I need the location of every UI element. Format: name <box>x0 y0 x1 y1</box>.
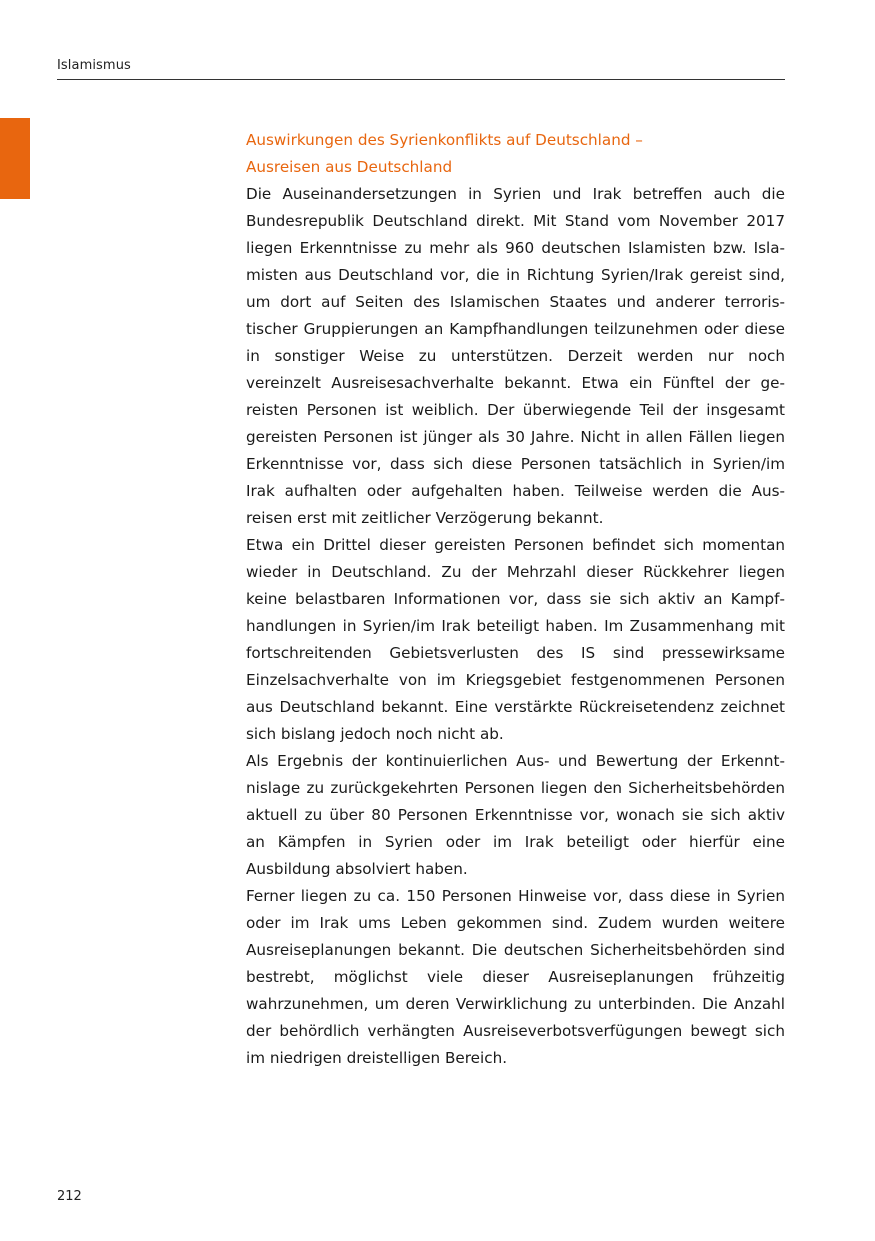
paragraph-4: Ferner liegen zu ca. 150 Personen Hinweise vor, dass diese in Syrien oder im Irak ums Leben gekommen sind. Zudem wurden weitere Ausreiseplanungen bekannt. Die deutschen Sicherheitsbehörden sind bestrebt, möglichst viele dieser Ausreiseplanungen frühzeitig wahrzunehmen, um deren Verwirklichung zu unterbinden. Die Anzahl der behördlich verhängten Ausreiseverbotsverfügungen bewegt sich im niedrigen dreistelligen Bereich. <box>246 887 785 1067</box>
section-title-line-1: Auswirkungen des Syrienkonflikts auf Deutschland – <box>246 131 643 149</box>
paragraph-3: Als Ergebnis der kontinuierlichen Aus- und Bewertung der Erkenntnislage zu zurückgekehrten Personen liegen den Sicherheitsbehörden aktuell zu über 80 Personen Erkenntnisse vor, wonach sie sich aktiv an Kämpfen in Syrien oder im Irak beteiligt oder hierfür eine Ausbildung absolviert haben. <box>246 752 785 878</box>
section-title <box>246 127 785 181</box>
chapter-marker-tab <box>0 118 30 199</box>
main-content <box>246 127 785 1072</box>
page-number: 212 <box>57 1189 82 1204</box>
paragraph-2: Etwa ein Drittel dieser gereisten Personen befindet sich momentan wieder in Deutschland. Zu der Mehrzahl dieser Rückkehrer liegen keine belastbaren Informationen vor, dass sie sich aktiv an Kampfhandlungen in Syrien/im Irak beteiligt haben. Im Zusammenhang mit fortschreitenden Gebietsverlusten des IS sind pressewirksame Einzelsachverhalte von im Kriegsgebiet festgenommenen Personen aus Deutschland bekannt. Eine verstärkte Rückreisetendenz zeichnet sich bislang jedoch noch nicht ab. <box>246 536 785 743</box>
running-head: Islamismus <box>57 58 131 73</box>
paragraph-1: Die Auseinandersetzungen in Syrien und Irak betreffen auch die Bundesrepublik Deutschland direkt. Mit Stand vom November 2017 liegen Erkenntnisse zu mehr als 960 deutschen Islamisten bzw. Islamisten aus Deutschland vor, die in Richtung Syrien/Irak gereist sind, um dort auf Seiten des Islamischen Staates und anderer terroristischer Gruppierungen an Kampfhandlungen teilzunehmen oder diese in sonstiger Weise zu unterstützen. Derzeit werden nur noch vereinzelt Ausreisesachverhalte bekannt. Etwa ein Fünftel der gereisten Personen ist weiblich. Der überwiegende Teil der insgesamt gereisten Personen ist jünger als 30 Jahre. Nicht in allen Fällen liegen Erkenntnisse vor, dass sich diese Personen tatsächlich in Syrien/im Irak aufhalten oder aufgehalten haben. Teilweise werden die Ausreisen erst mit zeitlicher Verzögerung bekannt. <box>246 185 785 527</box>
header-rule <box>57 79 785 80</box>
section-title-line-2: Ausreisen aus Deutschland <box>246 158 453 176</box>
